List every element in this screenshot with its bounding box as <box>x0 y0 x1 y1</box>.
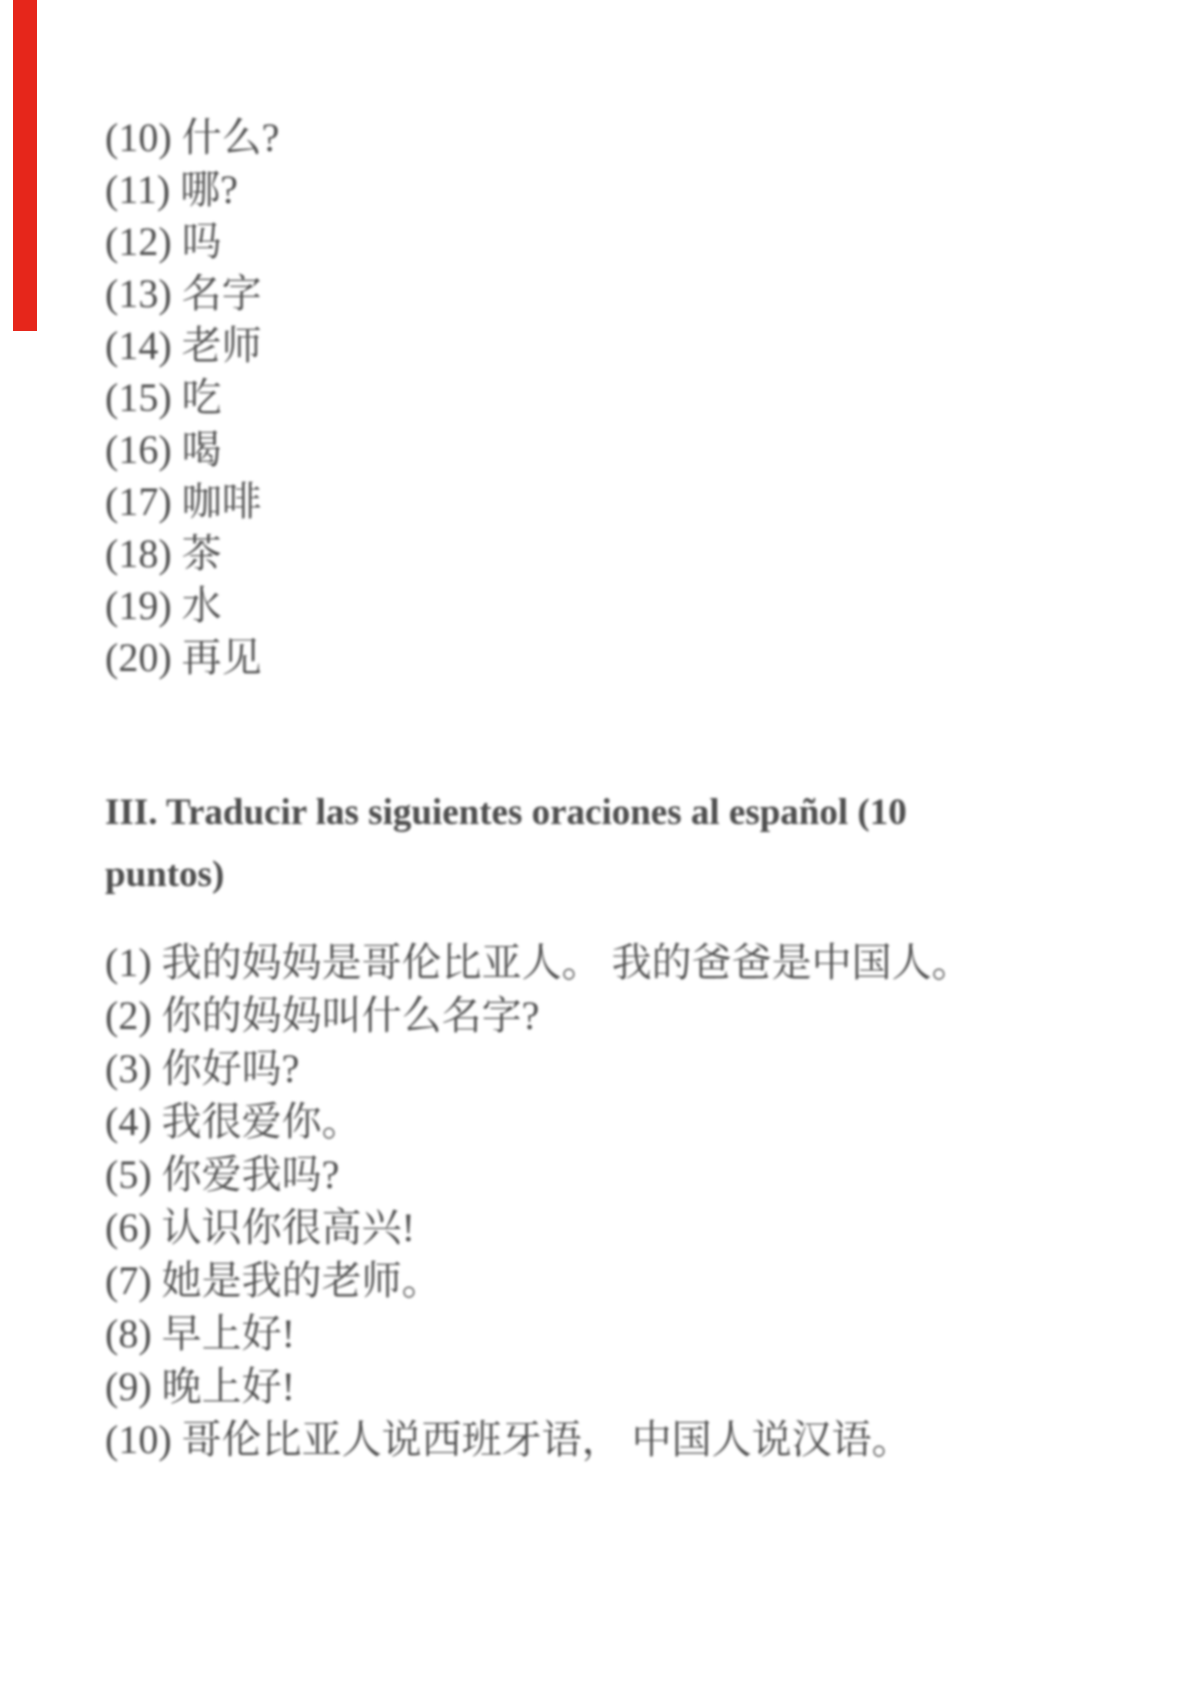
vocab-item: (20) 再见 <box>105 635 262 680</box>
section-heading-line2: puntos) <box>105 854 225 895</box>
scanned-document-page <box>105 112 1125 1466</box>
vocab-item: (10) 什么? <box>105 115 280 160</box>
sentence-item: (7) 她是我的老师。 <box>105 1258 442 1303</box>
vocab-item: (16) 喝 <box>105 427 222 472</box>
sentence-item: (4) 我很爱你。 <box>105 1099 362 1144</box>
vocab-item: (18) 茶 <box>105 531 222 576</box>
vocab-item: (13) 名字 <box>105 271 262 316</box>
sentence-item: (5) 你爱我吗? <box>105 1152 340 1197</box>
sentence-item: (2) 你的妈妈叫什么名字? <box>105 993 540 1038</box>
sentence-list <box>105 936 1125 1466</box>
sentence-item: (8) 早上好! <box>105 1311 295 1356</box>
vocab-item: (12) 吗 <box>105 219 222 264</box>
sentence-item: (10) 哥伦比亚人说西班牙语， 中国人说汉语。 <box>105 1417 912 1462</box>
sentence-item: (3) 你好吗? <box>105 1046 300 1091</box>
vocab-item: (19) 水 <box>105 583 222 628</box>
sentence-item: (6) 认识你很高兴! <box>105 1205 415 1250</box>
vocab-item: (14) 老师 <box>105 323 262 368</box>
section-heading-line1: III. Traducir las siguientes oraciones al español (10 <box>105 792 907 833</box>
red-marker-bar <box>13 0 37 331</box>
sentence-item: (9) 晚上好! <box>105 1364 295 1409</box>
vocab-item: (11) 哪? <box>105 167 238 212</box>
vocab-list <box>105 112 1125 684</box>
vocab-item: (17) 咖啡 <box>105 479 262 524</box>
section-heading <box>105 782 1125 906</box>
vocab-item: (15) 吃 <box>105 375 222 420</box>
sentence-item: (1) 我的妈妈是哥伦比亚人。 我的爸爸是中国人。 <box>105 940 972 985</box>
